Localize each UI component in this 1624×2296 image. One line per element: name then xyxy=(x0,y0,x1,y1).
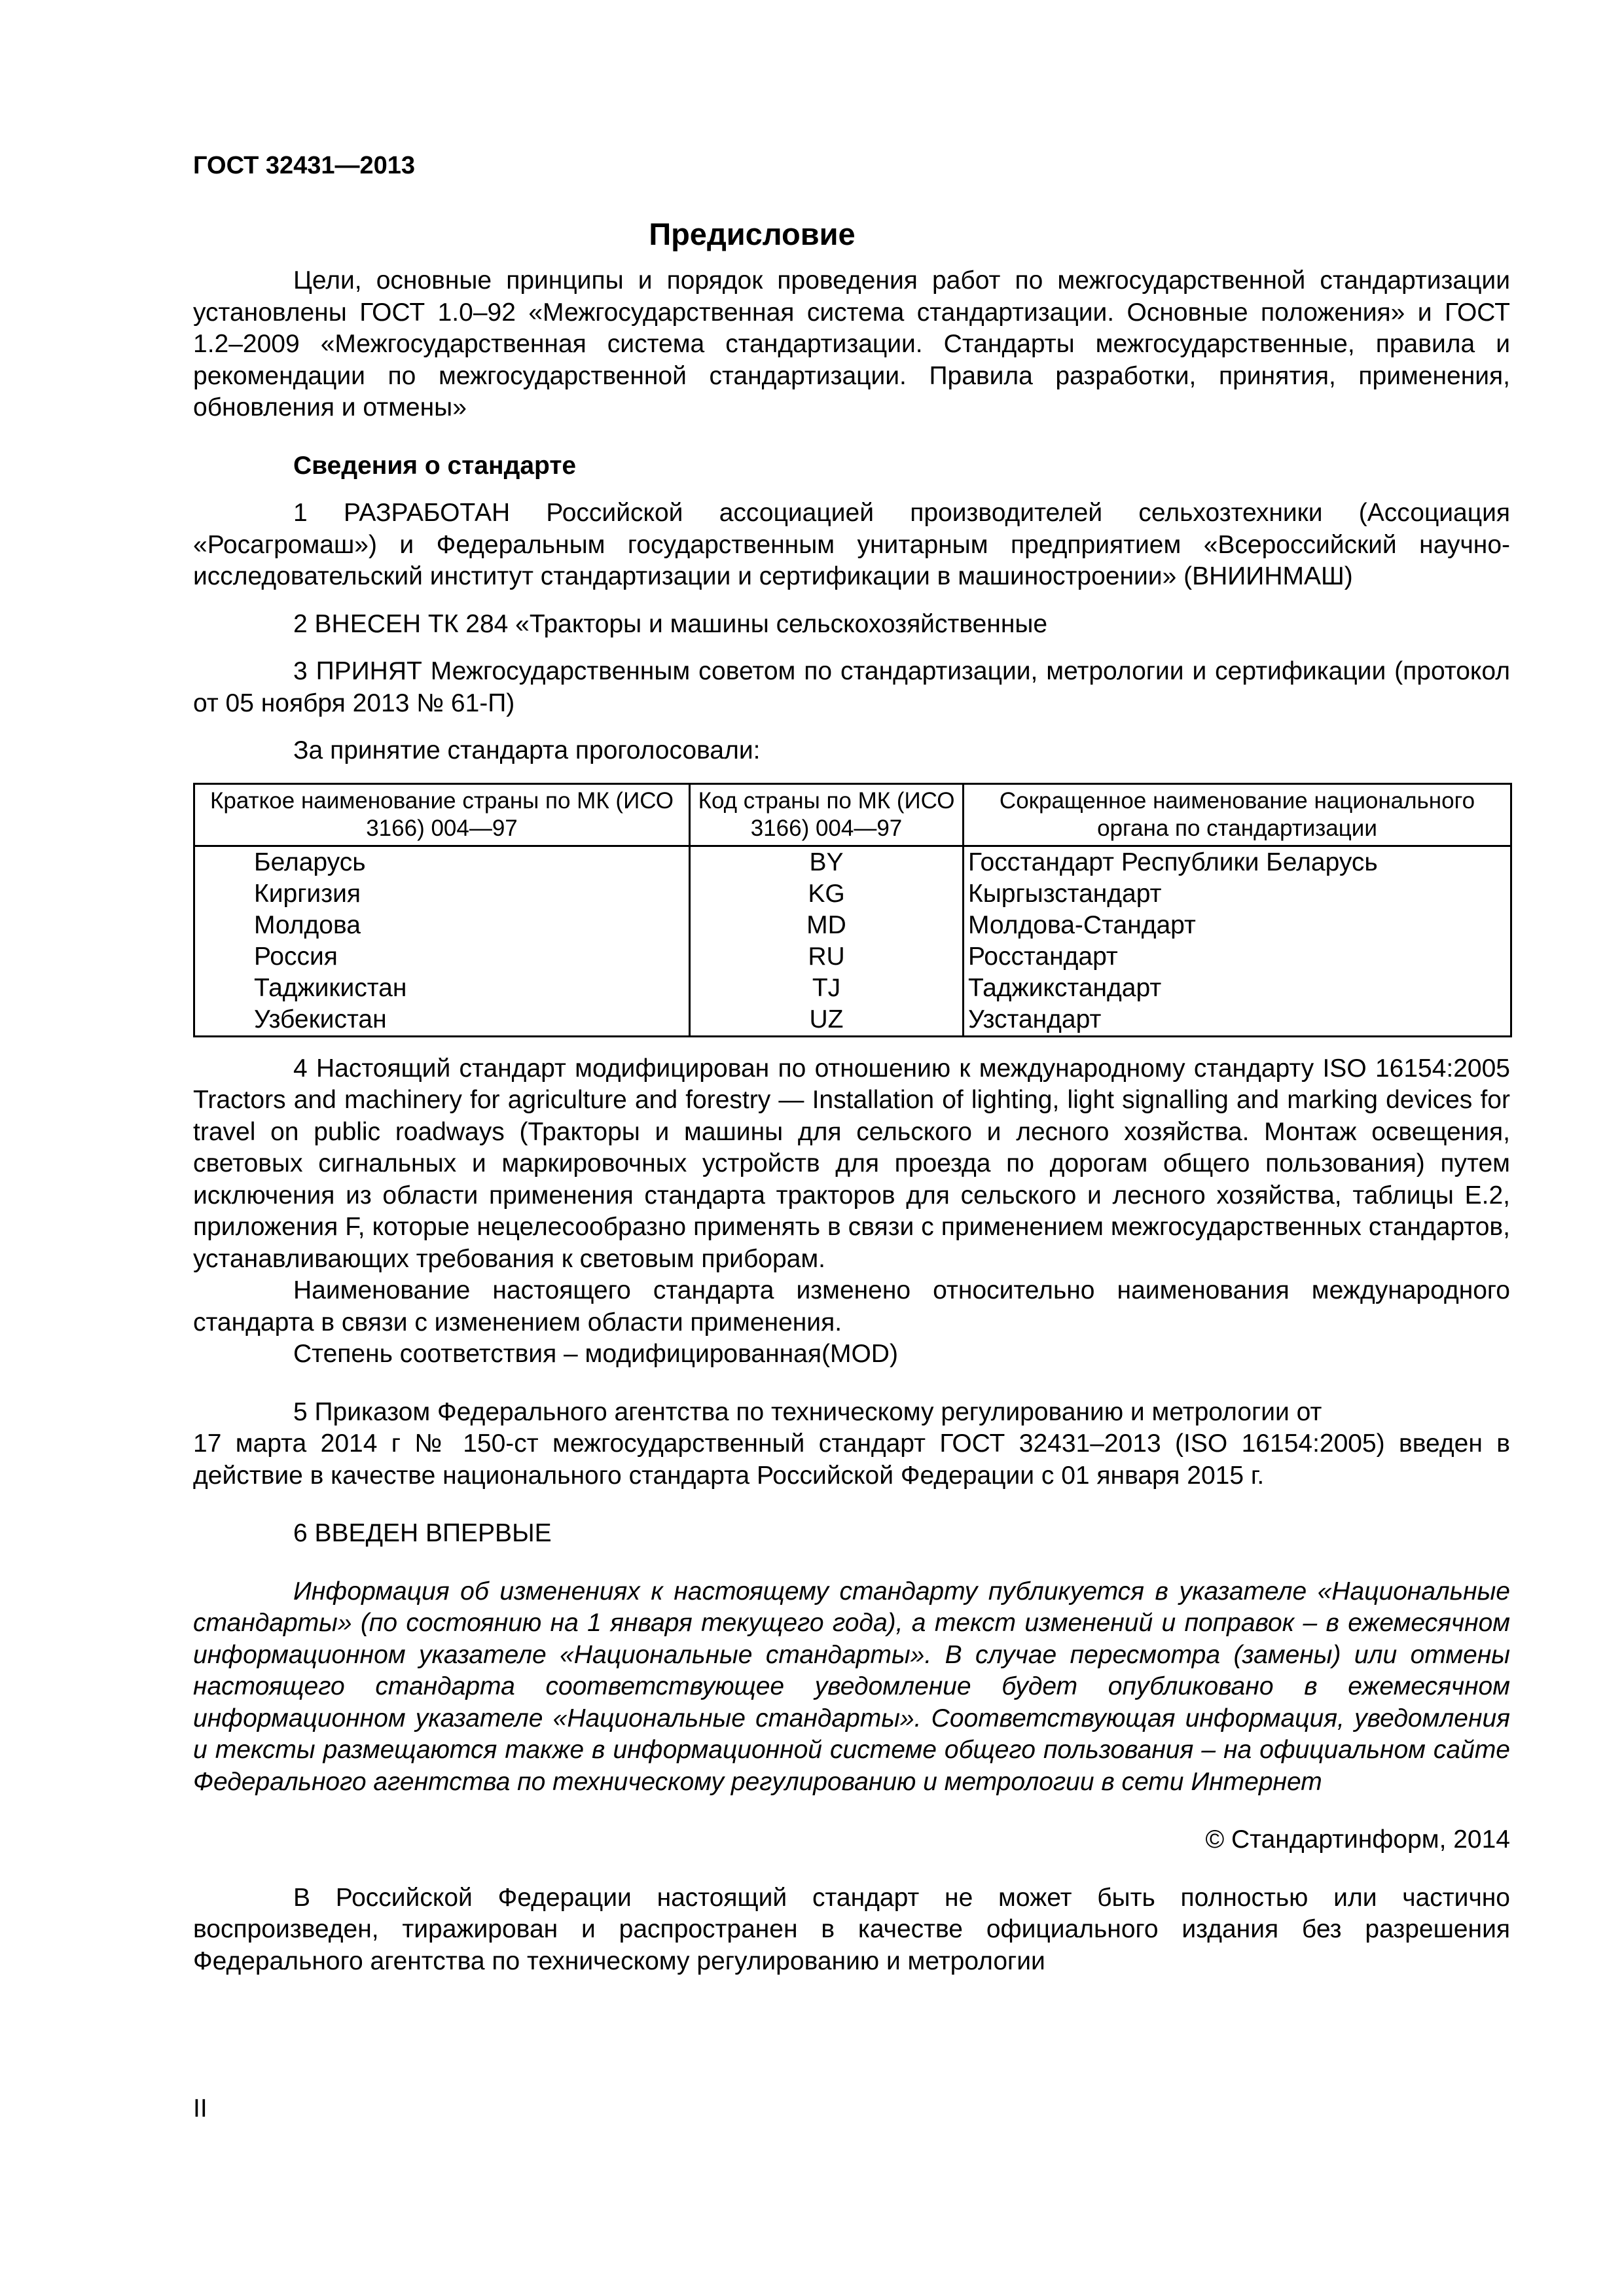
cell-country: Узбекистан xyxy=(194,1004,690,1037)
cell-country: Киргизия xyxy=(194,878,690,910)
item-4-name-paragraph: Наименование настоящего стандарта изменено относительно наименования международного стандарта в связи с изменением области применения. xyxy=(193,1276,1510,1336)
vote-intro: За принятие стандарта проголосовали: xyxy=(293,736,761,764)
cell-code: TJ xyxy=(690,973,964,1004)
table-row xyxy=(194,846,1511,878)
table-row xyxy=(194,973,1511,1004)
cell-body: Росстандарт xyxy=(964,941,1511,973)
document-header: ГОСТ 32431—2013 xyxy=(193,152,416,179)
info-italic-paragraph: Информация об изменениях к настоящему стандарту публикуется в указателе «Национальные стандарты» (по состоянию на 1 января текущего года), а текст изменений и поправок – в ежемесячном информационном указателе «Национальные стандарты». В случае пересмотра (замены) или отмены настоящего стандарта соответствующее уведомление будет опубликовано в ежемесячном информационном указателе «Национальные стандарты». Соответствующая информация, уведомления и тексты размещаются также в информационной системе общего пользования – на официальном сайте Федерального агентства по техническому регулированию и метрологии в сети Интернет xyxy=(193,1577,1510,1796)
document-body xyxy=(193,265,1510,1977)
table-row xyxy=(194,878,1511,910)
cell-body: Таджикстандарт xyxy=(964,973,1511,1004)
item-1-paragraph: 1 РАЗРАБОТАН Российской ассоциацией производителей сельхозтехники (Ассоциация «Росагромаш») и Федеральным государственным унитарным предприятием «Всероссийский научно-исследовательский институт стандартизации и сертификации в машиностроении» (ВНИИНМАШ) xyxy=(193,499,1510,590)
intro-paragraph: Цели, основные принципы и порядок проведения работ по межгосударственной стандартизации установлены ГОСТ 1.0–92 «Межгосударственная система стандартизации. Основные положения» и ГОСТ 1.2–2009 «Межгосударственная система стандартизации. Стандарты межгосударственные, правила и рекомендации по межгосударственной стандартизации. Правила разработки, принятия, применения, обновления и отмены» xyxy=(193,266,1510,422)
cell-body: Госстандарт Республики Беларусь xyxy=(964,846,1511,878)
cell-code: BY xyxy=(690,846,964,878)
page-title: Предисловие xyxy=(649,217,856,251)
cell-body: Кыргызстандарт xyxy=(964,878,1511,910)
item-6-paragraph: 6 ВВЕДЕН ВПЕРВЫЕ xyxy=(293,1519,552,1547)
cell-country: Россия xyxy=(194,941,690,973)
item-5-first-line: 5 Приказом Федерального агентства по техническому регулированию и метрологии от xyxy=(293,1397,1322,1426)
copyright-line: © Стандартинформ, 2014 xyxy=(1205,1825,1510,1854)
cell-code: KG xyxy=(690,878,964,910)
cell-country: Молдова xyxy=(194,910,690,941)
cell-body: Молдова-Стандарт xyxy=(964,910,1511,941)
legal-paragraph: В Российской Федерации настоящий стандарт не может быть полностью или частично воспроизведен, тиражирован и распространен в качестве официального издания без разрешения Федерального агентства по техническому регулированию и метрологии xyxy=(193,1883,1510,1975)
table-header-row xyxy=(194,783,1511,846)
voting-table xyxy=(193,783,1512,1037)
table-row xyxy=(194,941,1511,973)
column-header-country: Краткое наименование страны по МК (ИСО 3166) 004—97 xyxy=(194,783,690,846)
cell-code: UZ xyxy=(690,1004,964,1037)
cell-code: RU xyxy=(690,941,964,973)
table-row xyxy=(194,1004,1511,1037)
item-5-paragraph: 17 марта 2014 г № 150-ст межгосударственный стандарт ГОСТ 32431–2013 (ISO 16154:2005) введен в действие в качестве национального стандарта Российской Федерации с 01 января 2015 г. xyxy=(193,1429,1510,1490)
cell-code: MD xyxy=(690,910,964,941)
item-3-paragraph: 3 ПРИНЯТ Межгосударственным советом по стандартизации, метрологии и сертификации (протокол от 05 ноября 2013 № 61-П) xyxy=(193,657,1510,717)
item-4-paragraph: 4 Настоящий стандарт модифицирован по отношению к международному стандарту ISO 16154:2005 Tractors and machinery for agriculture and forestry — Installation of lighting, light signalling and marking devices for travel on public roadways (Тракторы и машины для сельского и лесного хозяйства. Монтаж освещения, световых сигнальных и маркировочных устройств для проезда по дорогам общего пользования) путем исключения из области применения стандарта тракторов для сельского и лесного хозяйства, таблицы Е.2, приложения F, которые нецелесообразно применять в связи с применением межгосударственных стандартов, устанавливающих требования к световым приборам. xyxy=(193,1054,1510,1273)
column-header-code: Код страны по МК (ИСО 3166) 004—97 xyxy=(690,783,964,846)
table-row xyxy=(194,910,1511,941)
item-4-degree-paragraph: Степень соответствия – модифицированная(MOD) xyxy=(293,1340,898,1368)
cell-country: Беларусь xyxy=(194,846,690,878)
section-heading: Сведения о стандарте xyxy=(293,451,577,480)
item-2-paragraph: 2 ВНЕСЕН ТК 284 «Тракторы и машины сельскохозяйственные xyxy=(293,609,1048,638)
column-header-body: Сокращенное наименование национального органа по стандартизации xyxy=(964,783,1511,846)
cell-body: Узстандарт xyxy=(964,1004,1511,1037)
page-number: II xyxy=(193,2094,208,2123)
cell-country: Таджикистан xyxy=(194,973,690,1004)
